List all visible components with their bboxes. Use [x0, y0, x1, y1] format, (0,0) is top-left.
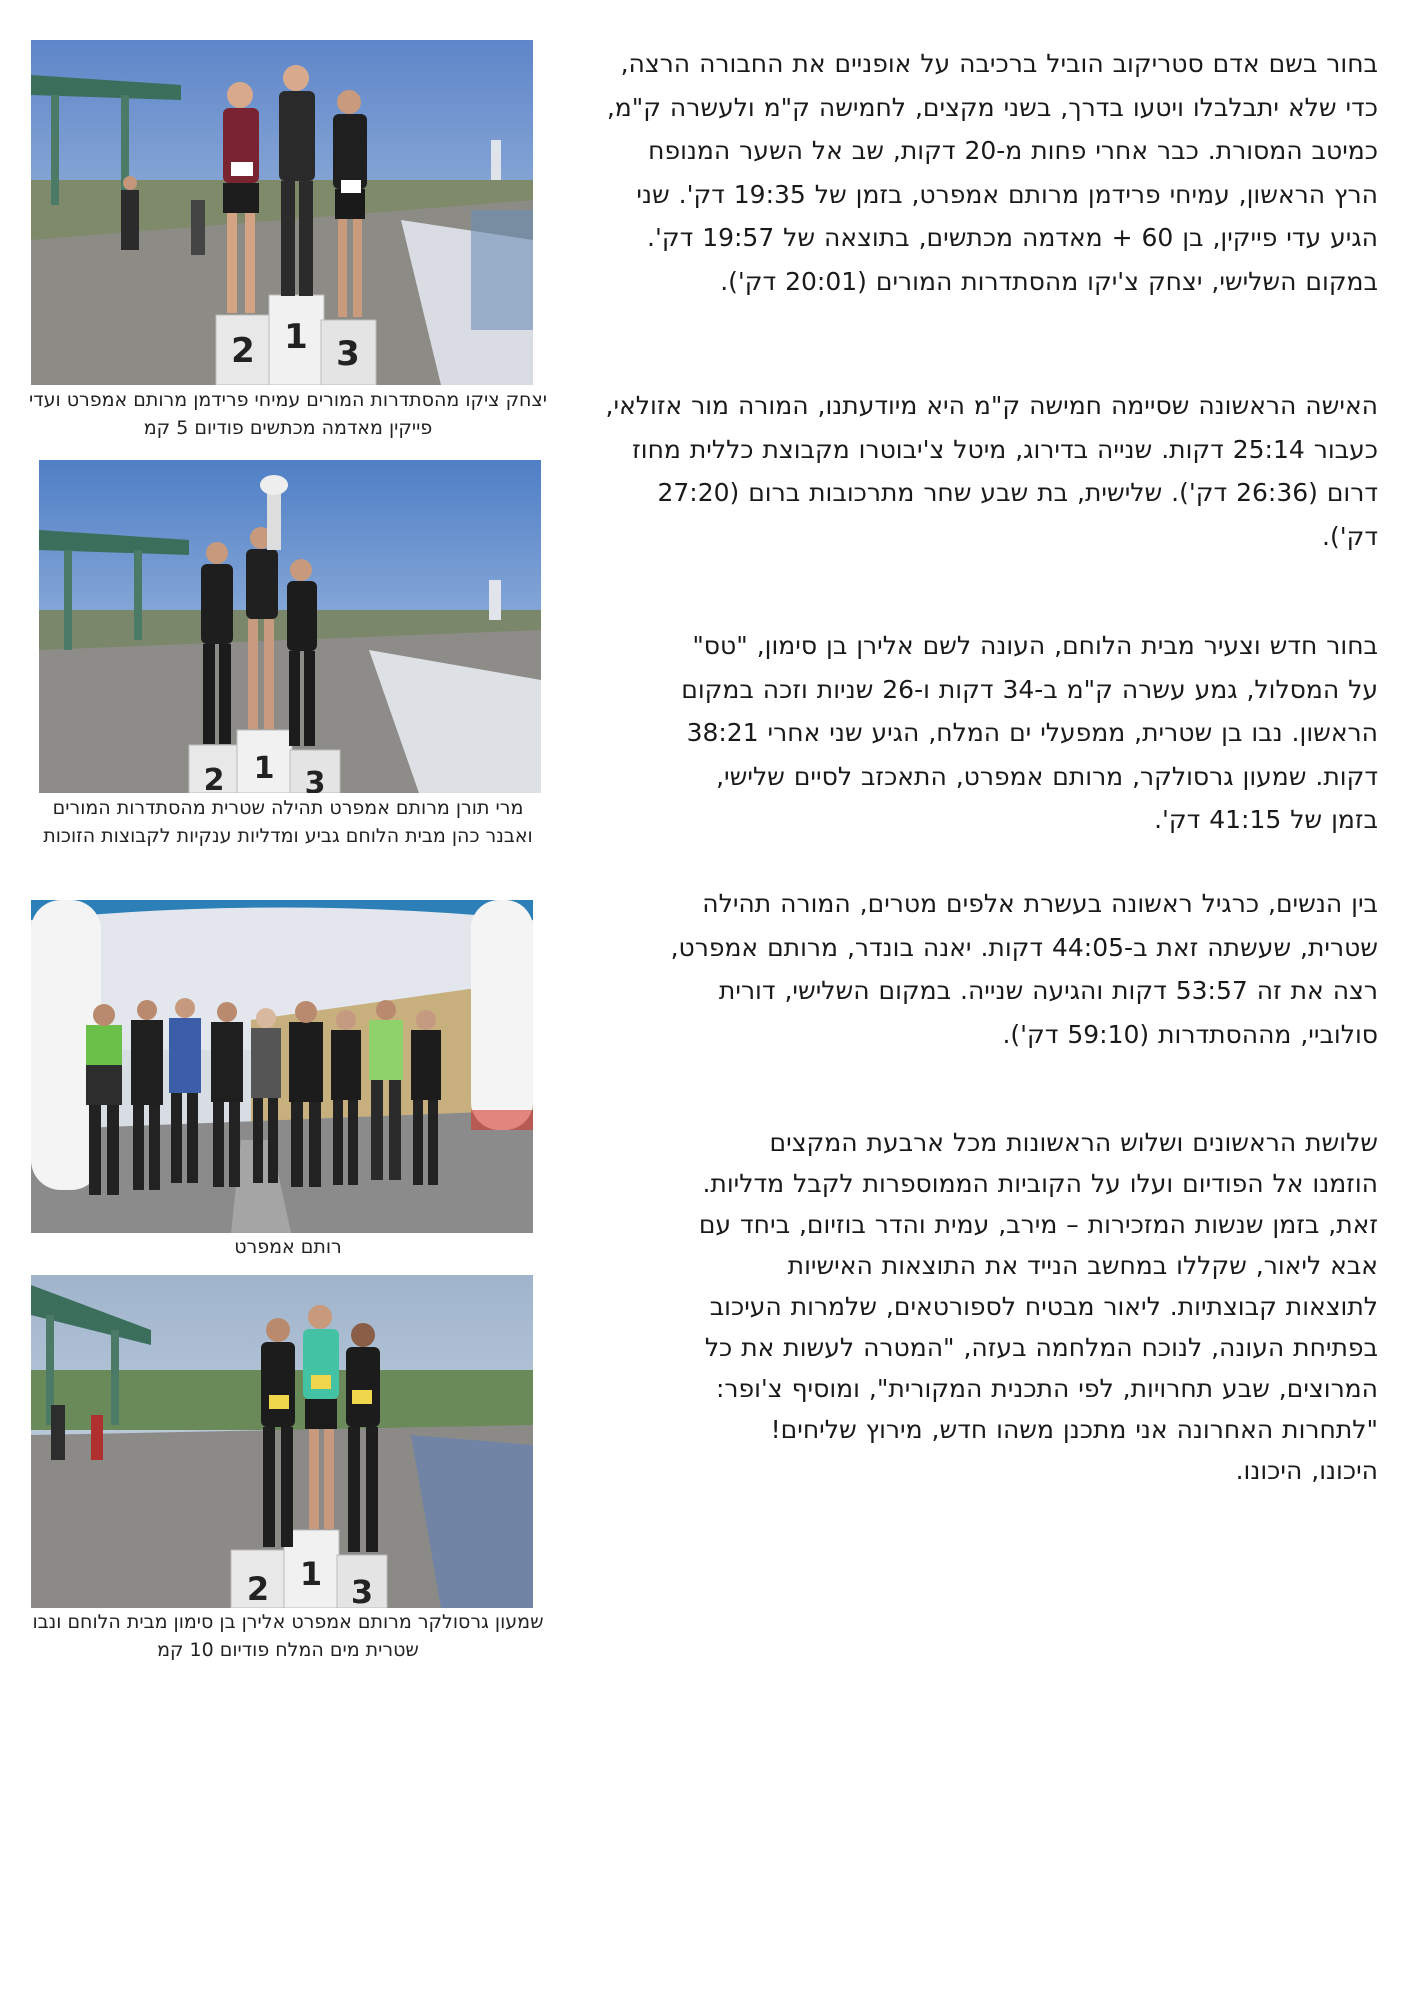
podium-number: 3: [336, 334, 360, 374]
photo-caption: שמעון גרסולקר מרותם אמפרט אלירן בן סימון מבית הלוחם ונבו שטרית מים המלח פודיום 10 קמ: [32, 1611, 544, 1661]
article-paragraph: בחור בשם אדם סטריקוב הוביל ברכיבה על אופניים את החבורה הרצה, כדי שלא יתבלבלו ויטעו בדרך, בשני מקצים, לחמישה ק"מ ולעשרה ק"מ, כמיטב המסורת. כבר אחרי פחות מ-20 דקות, שב אל השער המנופח הרץ הראשון, עמיחי פרידמן מרותם אמפרט, בזמן של 19:35 דק'. שני הגיע עדי פייקין, בן 60 + מאדמה מכתשים, בתוצאה של 19:57 דק'. במקום השלישי, יצחק צ'יקו מהסתדרות המורים (20:01 דק').: [606, 49, 1378, 296]
podium-photo-5km-men: [31, 40, 533, 385]
trophy-photo: [39, 460, 541, 793]
article-paragraph: בחור חדש וצעיר מבית הלוחם, העונה לשם אלירן בן סימון, "טס" על המסלול, גמע עשרה ק"מ ב-34 דקות ו-26 שניות וזכה במקום הראשון. נבו בן שטרית, ממפעלי ים המלח, הגיע שני אחרי 38:21 דקות. שמעון גרסולקר, מרותם אמפרט, התאכזב לסיים שלישי, בזמן של 41:15 דק'.: [681, 631, 1378, 834]
podium-number: 1: [299, 1555, 323, 1593]
photo-caption: רותם אמפרט: [234, 1236, 342, 1258]
podium-number: 3: [350, 1573, 374, 1608]
article-paragraph: בין הנשים, כרגיל ראשונה בעשרת אלפים מטרים, המורה תהילה שטרית, שעשתה זאת ב-44:05 דקות. יאנה בונדר, מרותם אמפרט, רצה את זה 53:57 דקות והגיעה שנייה. במקום השלישי, דורית סולוביי, מההסתדרות (59:10 דק').: [670, 889, 1378, 1049]
podium-photo-10km: [31, 1275, 533, 1608]
group-photo: [31, 900, 533, 1233]
podium-number: 3: [304, 766, 326, 793]
podium-number: 2: [246, 1570, 270, 1608]
photo-caption: יצחק ציקו מהסתדרות המורים עמיחי פרידמן מרותם אמפרט ועדי פייקין מאדמה מכתשים פודיום 5 קמ: [29, 389, 547, 439]
podium-number: 2: [203, 763, 225, 793]
podium-number: 1: [253, 751, 275, 786]
article-paragraph: האישה הראשונה שסיימה חמישה ק"מ היא מיודעתנו, המורה מור אזולאי, כעבור 25:14 דקות. שנייה בדירוג, מיטל צ'יבוטרו מקבוצת כללית מחוז דרום (26:36 דק'). שלישית, בת שבע שחר מתרכובות ברום (27:20 דק').: [605, 391, 1378, 551]
article-paragraph: שלושת הראשונים ושלוש הראשונות מכל ארבעת המקצים הוזמנו אל הפודיום ועלו על הקוביות הממוספרות לקבל מדליות. זאת, בזמן שנשות המזכירות – מירב, עמית והדר בוזיום, ביחד עם אבא ליאור, שקללו במחשב הנייד את התוצאות האישיות לתוצאות קבוצתיות. ליאור מבטיח לספורטאים, שלמרות העיכוב בפתיחת העונה, לנוכח המלחמה בעזה, "המטרה לעשות את כל המרוצים, שבע תחרויות, לפי התכנית המקורית", ומוסיף צ'ופר: "לתחרות האחרונה אני מתכנן משהו חדש, מירוץ שליחים! היכונו, היכונו.: [698, 1128, 1378, 1485]
podium-number: 2: [231, 331, 255, 371]
photo-caption: מרי תורן מרותם אמפרט תהילה שטרית מהסתדרות המורים ואבנר כהן מבית הלוחם גביע ומדליות ענקיות לקבוצות הזוכות: [43, 797, 533, 847]
podium-number: 1: [284, 317, 308, 357]
